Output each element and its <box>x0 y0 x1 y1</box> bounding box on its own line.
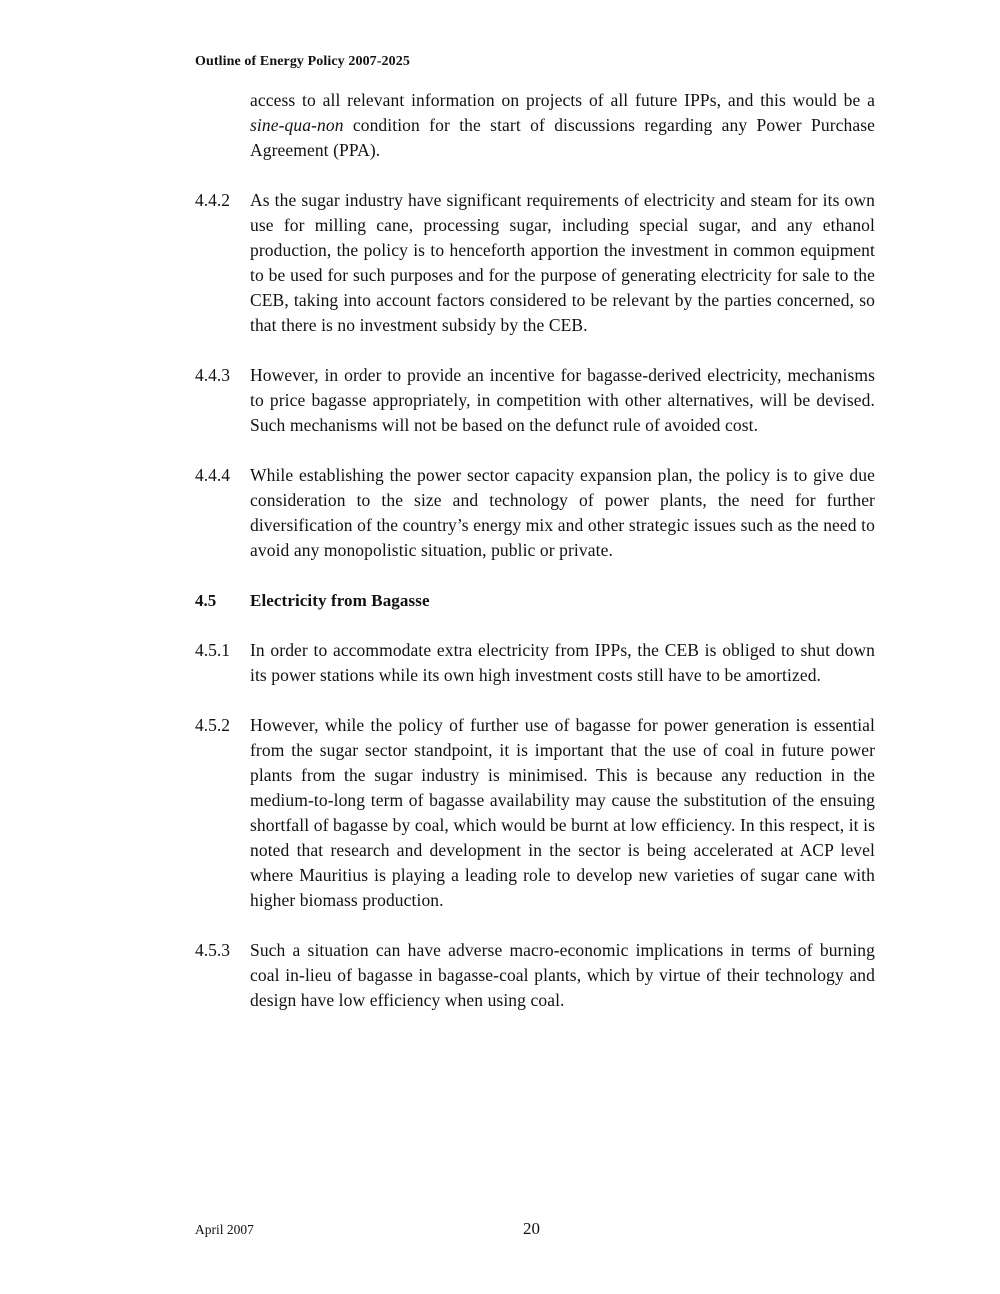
paragraph-text: However, while the policy of further use of bagasse for power generation is essential from the sugar sector standpoint, it is important that the use of coal in future power plants from the sugar industry is minimised. This is because any reduction in the medium-to-long term of bagasse availability may cause the substitution of the ensuing shortfall of bagasse by coal, which would be burnt at low efficiency. In this respect, it is noted that research and development in the sector is being accelerated at ACP level where Mauritius is playing a leading role to develop new varieties of sugar cane with higher biomass production. <box>250 715 875 910</box>
paragraph-number: 4.5.1 <box>195 640 230 660</box>
paragraph-text: As the sugar industry have significant requirements of electricity and steam for its own use for milling cane, processing sugar, including special sugar, and any ethanol production, the policy is to henceforth apportion the investment in common equipment to be used for such purposes and for the purpose of generating electricity for sale to the CEB, taking into account factors considered to be relevant by the parties concerned, so that there is no investment subsidy by the CEB. <box>250 190 875 335</box>
paragraph-4-4-2 <box>195 188 875 338</box>
footer-date: April 2007 <box>195 1222 254 1237</box>
continuation-text-start: access to all relevant information on projects of all future IPPs, and this would be a <box>250 90 875 110</box>
continuation-text-end: condition for the start of discussions regarding any Power Purchase Agreement (PPA). <box>250 115 875 160</box>
paragraph-text: In order to accommodate extra electricity from IPPs, the CEB is obliged to shut down its power stations while its own high investment costs still have to be amortized. <box>250 640 875 685</box>
section-heading <box>195 588 875 613</box>
paragraph-text: However, in order to provide an incentive for bagasse-derived electricity, mechanisms to price bagasse appropriately, in competition with other alternatives, will be devised. Such mechanisms will not be based on the defunct rule of avoided cost. <box>250 365 875 435</box>
paragraph-number: 4.4.3 <box>195 365 230 385</box>
paragraph-4-4-4 <box>195 463 875 563</box>
section-number: 4.5 <box>195 591 217 610</box>
paragraph-text <box>250 88 875 163</box>
continuation-italic-term: sine-qua-non <box>250 115 344 135</box>
paragraph-4-5-3 <box>195 938 875 1013</box>
paragraph-text: While establishing the power sector capacity expansion plan, the policy is to give due consideration to the size and technology of power plants, the need for further diversification of the country’s energy mix and other strategic issues such as the need to avoid any monopolistic situation, public or private. <box>250 465 875 560</box>
section-title: Electricity from Bagasse <box>250 591 430 610</box>
paragraph-number: 4.4.4 <box>195 465 230 485</box>
paragraph-number: 4.5.3 <box>195 940 230 960</box>
continuation-paragraph <box>195 88 875 163</box>
paragraph-text: Such a situation can have adverse macro-economic implications in terms of burning coal in-lieu of bagasse in bagasse-coal plants, which by virtue of their technology and design have low efficiency when using coal. <box>250 940 875 1010</box>
running-header: Outline of Energy Policy 2007-2025 <box>195 54 410 69</box>
paragraph-number: 4.4.2 <box>195 190 230 210</box>
page-number: 20 <box>523 1219 540 1238</box>
paragraph-number-spacer <box>195 88 250 163</box>
document-body <box>195 88 875 1038</box>
paragraph-number: 4.5.2 <box>195 715 230 735</box>
paragraph-4-5-1 <box>195 638 875 688</box>
paragraph-4-5-2 <box>195 713 875 913</box>
paragraph-4-4-3 <box>195 363 875 438</box>
